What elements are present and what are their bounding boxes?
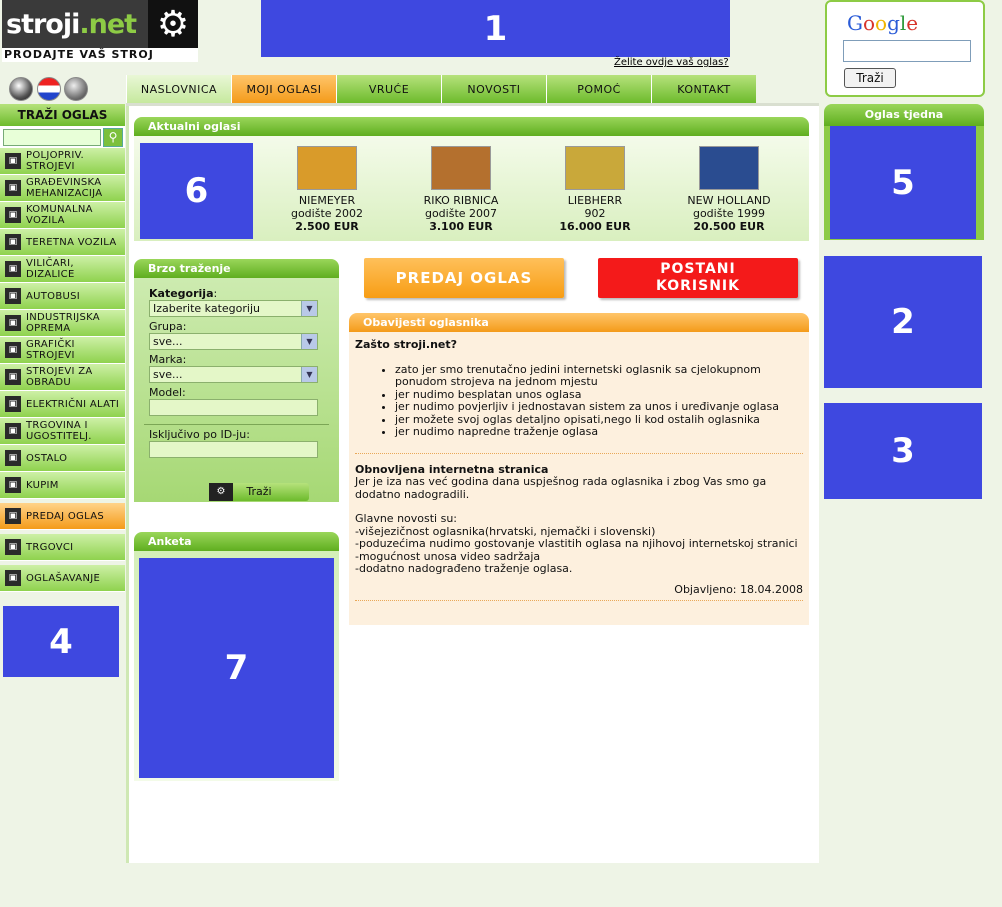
panel-title: Anketa [134,532,339,551]
logo-wordmark: stroji .net [2,0,148,48]
model-label: Model: [149,386,186,399]
register-button[interactable]: POSTANI KORISNIK [598,258,798,298]
group-label: Grupa: [149,320,187,333]
news-item: -mogućnost unosa video sadržaja [355,549,541,563]
divider [355,600,803,601]
ad-thumbnail[interactable] [297,146,357,190]
chevron-down-icon: ▼ [301,334,317,349]
announcements-panel [349,313,809,626]
list-item: • jer nudimo povjerljiv i jednostavan sistem za unos i uređivanje oglasa [395,401,803,414]
list-item: • jer nudimo besplatan unos oglasa [395,389,803,402]
ad-thumbnail[interactable] [565,146,625,190]
category-icon: ▣ [5,508,21,524]
brand-select[interactable]: sve... ▼ [149,366,318,383]
ad-item[interactable]: NEW HOLLAND godište 1999 20.500 EUR [664,146,794,233]
category-item[interactable]: ▣ POLJOPRIV. STROJEVI [0,148,125,175]
tab-kontakt[interactable]: KONTAKT [651,75,756,103]
current-ads-panel [134,117,809,242]
category-icon: ▣ [5,153,21,169]
category-item[interactable]: ▣ AUTOBUSI [0,283,125,310]
chevron-down-icon: ▼ [301,301,317,316]
banner-5[interactable]: 5 [830,126,976,239]
model-input[interactable] [149,399,318,416]
category-icon: ▣ [5,369,21,385]
panel-title: Aktualni oglasi [134,117,809,136]
sidebar-search-input[interactable] [3,129,101,146]
ad-item[interactable]: RIKO RIBNICA godište 2007 3.100 EUR [396,146,526,233]
banner-2[interactable]: 2 [824,256,982,388]
group-select[interactable]: sve... ▼ [149,333,318,350]
category-label: Kategorija: [149,287,218,300]
ad-item[interactable]: LIEBHERR 902 16.000 EUR [530,146,660,233]
news-item: -višejezičnost oglasnika(hrvatski, njemački i slovenski) [355,524,656,538]
left-sidebar [0,104,125,592]
category-item[interactable]: ▣ KOMUNALNA VOZILA [0,202,125,229]
ad-thumbnail[interactable] [699,146,759,190]
sidebar-trgovci[interactable]: ▣ TRGOVCI [0,534,125,561]
section-heading: Zašto stroji.net? [355,338,458,351]
sidebar-oglasavanje[interactable]: ▣ OGLAŠAVANJE [0,565,125,592]
category-icon: ▣ [5,288,21,304]
language-flag-icon[interactable] [64,77,88,101]
logo-slogan: PRODAJTE VAŠ STROJ [4,48,154,61]
category-select[interactable]: Izaberite kategoriju ▼ [149,300,318,317]
id-input[interactable] [149,441,318,458]
news-intro: Glavne novosti su: [355,512,458,525]
google-search-box [825,0,985,97]
category-icon: ▣ [5,539,21,555]
sidebar-title: TRAŽI OGLAS [0,104,125,126]
reasons-list [395,364,803,439]
ad-thumbnail[interactable] [431,146,491,190]
news-item: -dodatno nadograđeno traženje oglasa. [355,562,573,575]
google-logo: Google [847,11,919,35]
published-date: Objavljeno: 18.04.2008 [674,582,803,596]
category-item[interactable]: ▣ TRGOVINA I UGOSTITELJ. [0,418,125,445]
category-icon: ▣ [5,570,21,586]
croatian-flag-icon[interactable] [37,77,61,101]
category-item[interactable]: ▣ ELEKTRIČNI ALATI [0,391,125,418]
category-list [0,148,125,592]
panel-title: Brzo traženje [134,259,339,278]
banner-3[interactable]: 3 [824,403,982,499]
category-icon: ▣ [5,234,21,250]
news-text: Jer je iza nas već godina dana uspješnog rada oglasnika i zbog Vas smo ga dodatno nadogradili. [355,475,767,501]
category-item[interactable]: ▣ TERETNA VOZILA [0,229,125,256]
category-item[interactable]: ▣ GRAFIČKI STROJEVI [0,337,125,364]
banner-1[interactable]: 1 [261,0,730,57]
category-icon: ▣ [5,423,21,439]
tab-naslovnica[interactable]: NASLOVNICA [126,75,231,103]
search-icon[interactable]: ⚲ [103,128,123,147]
chevron-down-icon: ▼ [301,367,317,382]
category-icon: ▣ [5,477,21,493]
category-icon: ▣ [5,261,21,277]
sidebar-search [0,126,125,148]
category-item[interactable]: ▣ GRAĐEVINSKA MEHANIZACIJA [0,175,125,202]
id-label: Isključivo po ID-ju: [149,428,250,441]
quick-search-panel [134,259,339,503]
quick-search-button[interactable]: ⚙ Traži [209,483,309,501]
site-logo[interactable] [2,0,198,62]
category-icon: ▣ [5,315,21,331]
divider [355,453,803,454]
news-item: -poduzećima nudimo gostovanje vlastitih oglasa na njihovoj internetskoj stranici [355,537,798,550]
category-icon: ▣ [5,342,21,358]
sidebar-predaj-oglas[interactable]: ▣ PREDAJ OGLAS [0,503,125,530]
list-item: • zato jer smo trenutačno jedini internetski oglasnik sa cjelokupnom ponudom strojeva na jednom mjestu [395,364,803,389]
main-nav [126,75,758,103]
tab-moji-oglasi[interactable]: MOJI OGLASI [231,75,336,103]
banner-4[interactable]: 4 [3,606,119,677]
ad-item[interactable]: NIEMEYER godište 2002 2.500 EUR [262,146,392,233]
section-heading: Obnovljena internetna stranica [355,462,549,476]
category-icon: ▣ [5,180,21,196]
category-item[interactable]: ▣ INDUSTRIJSKA OPREMA [0,310,125,337]
language-flag-icon[interactable] [9,77,33,101]
category-item[interactable]: ▣ STROJEVI ZA OBRADU [0,364,125,391]
nav-divider [126,103,819,106]
tab-vruce[interactable]: VRUĆE [336,75,441,103]
panel-title: Obavijesti oglasnika [349,313,809,332]
ad-of-the-week [824,104,984,240]
banner-6[interactable]: 6 [140,143,253,239]
gear-icon: ⚙ [148,0,198,48]
list-item: • jer nudimo napredne traženje oglasa [395,426,803,439]
divider [144,424,329,425]
advertise-here-link[interactable]: Želite ovdje vaš oglas? [614,57,729,68]
google-search-input[interactable] [843,40,971,62]
category-item[interactable]: ▣ KUPIM [0,472,125,499]
banner-7[interactable]: 7 [139,558,334,778]
tab-novosti[interactable]: NOVOSTI [441,75,546,103]
list-item: • jer možete svoj oglas detaljno opisati,nego li kod ostalih oglasnika [395,414,803,427]
submit-ad-button[interactable]: PREDAJ OGLAS [364,258,564,298]
google-search-button[interactable]: Traži [844,68,896,88]
category-icon: ▣ [5,207,21,223]
category-icon: ▣ [5,396,21,412]
category-item[interactable]: ▣ OSTALO [0,445,125,472]
brand-label: Marka: [149,353,187,366]
gear-icon: ⚙ [209,483,233,501]
category-item[interactable]: ▣ VILIČARI, DIZALICE [0,256,125,283]
poll-panel [134,532,339,782]
category-icon: ▣ [5,450,21,466]
panel-title: Oglas tjedna [824,104,984,126]
tab-pomoc[interactable]: POMOĆ [546,75,651,103]
